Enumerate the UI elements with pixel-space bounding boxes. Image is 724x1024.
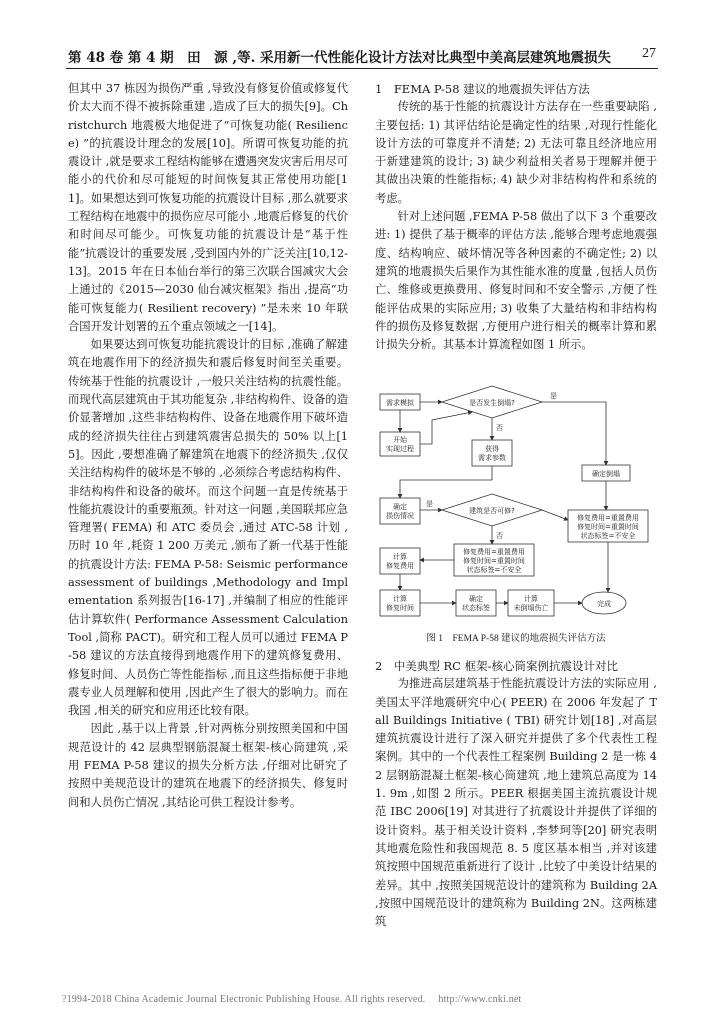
figure-caption: 图 1 FEMA P-58 建议的地震损失评估方法 xyxy=(426,634,606,644)
header-title: 第 48 卷 第 4 期 田 源 ,等. 采用新一代性能化设计方法对比典型中美高层建筑地震损失 xyxy=(68,50,611,66)
copyright-footer: ?1994-2018 China Academic Journal Electronic Publishing House. All rights reserved. http://www.cnki.net xyxy=(62,994,522,1005)
node-calc-uncollapse-label-1: 计算 xyxy=(524,595,538,603)
page-number: 27 xyxy=(642,46,656,61)
node-calc-repair-cost-label-2: 修复费用 xyxy=(386,562,414,570)
node-damage-state-label-2: 损伤情况 xyxy=(386,512,414,520)
paragraph: 因此 ,基于以上背景 ,针对两栋分别按照美国和中国规范设计的 42 层典型钢筋混凝土框架-核心筒建筑 ,采用 FEMA P-58 建议的损失分析方法 ,仔细对比研究了按照中美规范设计的建筑在地震下的经济损失、修复时间和人员伤亡情况 ,其结论可供工程设计参考。 xyxy=(68,722,348,809)
edge-label-no: 否 xyxy=(496,532,503,540)
node-confirm-tag-label-1: 确定 xyxy=(469,595,483,603)
edge xyxy=(420,412,472,444)
paragraph: 如果要达到可恢复功能抗震设计的目标 ,准确了解建筑在地震作用下的经济损失和震后修复时间至关重要。传统基于性能的抗震设计 ,一般只关注结构的抗震性能。而现代高层建筑由于其功能复杂 ,非结构构件、设备的造价显著增加 ,这些非结构构件、设备在地震作用下破坏造成的经济损失往往占到建筑震害总损失的 50% 以上[15]。因此 ,要想准确了解建筑在地震下的经济损失 ,仅仅关注结构构件的破坏是不够的 ,必须综合考虑结构构件、非结构构件和设备的破坏。而这个问题一直是传统基于性能抗震设计的重要瓶颈。针对这一问题 ,美国联邦应急管理署( FEMA) 和 ATC 委员会 ,通过 ATC-58 计划 ,历时 10 年 ,耗资 1 200 万美元 ,颁布了新一代基于性能的抗震设计方法: FEMA P-58: Seismic performance assessment of buildings ,Methodology and Implementation 系列报告[16-17] ,并编制了相应的性能评估计算软件( Performance Assessment Calculation Tool ,简称 PACT)。研究和工程人员可以通过 FEMA P-58 建议的方法直接得到地震作用下的建筑修复费用、修复时间、人员伤亡等性能指标 ,而且这些指标便于非地震专业人员理解和使用 ,因此产生了很大的影响力。而在我国 ,相关的研究和应用还比较有限。 xyxy=(68,338,348,718)
node-calc-repair-time-label-1: 计算 xyxy=(393,595,407,603)
edge-label-yes: 是 xyxy=(550,392,557,400)
node-start-sim-label-1: 开始 xyxy=(393,436,407,444)
paragraph: 针对上述问题 ,FEMA P-58 做出了以下 3 个重要改进: 1) 提供了基于概率的评估方法 ,能够合理考虑地震强度、结构响应、破坏情况等各种因素的不确定性; 2) 以建筑的地震损失后果作为其性能水准的度量 ,包括人员伤亡、维修或更换费用、修复时间和不安全警示 ,方便了性能评估成果的实际应用; 3) 收集了大量结构和非结构构件的损伤及修复数据 ,方便用户进行相关的概率计算和累计损失分析。其基本计算流程如图 1 所示。 xyxy=(375,210,657,352)
edge-label-yes: 是 xyxy=(426,500,433,508)
section-heading: 1 FEMA P-58 建议的地震损失评估方法 xyxy=(375,82,590,96)
node-calc-uncollapse xyxy=(508,590,554,616)
edge xyxy=(400,466,492,498)
right-column-bottom xyxy=(375,657,657,931)
node-calc-repair-cost-label-1: 计算 xyxy=(393,553,407,561)
node-confirm-tag-label-2: 状态标签 xyxy=(462,604,490,612)
node-get-demand-label-2: 需求参数 xyxy=(478,454,506,462)
node-get-demand xyxy=(472,440,512,466)
node-done-label: 完成 xyxy=(597,600,611,608)
running-header xyxy=(68,46,656,66)
edge xyxy=(542,510,568,520)
node-damage-state-label-1: 确定 xyxy=(393,503,407,511)
node-cost-time-b-label-2: 修复时间=重置时间 xyxy=(463,557,525,565)
node-cost-time-b-label-1: 修复费用=重置费用 xyxy=(463,548,525,556)
node-cost-time-a-label-2: 修复时间=重置时间 xyxy=(577,523,639,531)
node-get-demand-label-1: 获得 xyxy=(485,445,499,453)
paragraph: 为推进高层建筑基于性能抗震设计方法的实际应用 ,美国太平洋地震研究中心( PEER) 在 2006 年发起了 Tall Buildings Initiative ( TBI) 研究计划[18] ,对高层建筑抗震设计进行了深入研究并提供了多个代表性工程案例。其中的一个代表性工程案例 Building 2 是一栋 42 层钢筋混凝土框架-核心筒建筑 ,地上建筑总高度为 141. 9m ,如图 2 所示。PEER 根据美国主流抗震设计规范 IBC 2006[19] 对其进行了抗震设计并提供了详细的设计资料。基于相关设计资料 ,李梦珂等[20] 研究表明其地震危险性和我国规范 8. 5 度区基本相当 ,并对该建筑按照中国规范重新进行了设计 ,比较了中美设计结果的差异。其中 ,按照美国规范设计的建筑称为 Building 2A ,按照中国规范设计的建筑称为 Building 2N。这两栋建筑 xyxy=(375,677,657,929)
header-rule xyxy=(66,68,658,69)
right-column-top xyxy=(375,80,657,354)
node-calc-uncollapse-label-2: 未倒塌伤亡 xyxy=(513,604,549,612)
node-demand-model-label: 需求模拟 xyxy=(386,399,414,407)
node-damage-state xyxy=(380,498,420,524)
node-cost-time-a-label-3: 状态标签=不安全 xyxy=(580,532,636,540)
node-repairable-decision-label: 建筑是否可修? xyxy=(469,507,515,515)
edge-label-no: 否 xyxy=(496,424,503,432)
paragraph: 但其中 37 栋因为损伤严重 ,导致没有修复价值或修复代价太大而不得不被拆除重建 ,造成了巨大的损失[9]。Christchurch 地震极大地促进了“可恢复功能( Resilience) ”的抗震设计理念的发展[10]。所谓可恢复功能的抗震设计 ,就是要求工程结构能够在遭遇突发灾害后用尽可能小的代价和尽可能短的时间恢复其正常使用功能[11]。如果想达到可恢复功能的抗震设计目标 ,那么就要求工程结构在地震中的损伤应尽可能小 ,地震后修复的代价和时间尽可能少。可恢复功能的抗震设计是“基于性能”抗震设计的重要发展 ,受到国内外的广泛关注[10,12-13]。2015 年在日本仙台举行的第三次联合国减灾大会上通过的《2015—2030 仙台减灾框架》指出 ,提高“功能可恢复能力( Resilient recovery) ”是未来 10 年联合国开发计划署的五个重点领域之一[14]。 xyxy=(68,82,348,333)
flowchart xyxy=(372,380,660,620)
node-calc-repair-time-label-2: 修复时间 xyxy=(386,604,414,612)
node-calc-repair-time xyxy=(380,590,420,616)
node-cost-time-b-label-3: 状态标签=不安全 xyxy=(466,566,522,574)
node-start-sim-label-2: 实现过程 xyxy=(386,445,414,453)
node-calc-repair-cost xyxy=(380,548,420,574)
section-heading: 2 中美典型 RC 框架-核心筒案例抗震设计对比 xyxy=(375,659,618,673)
paragraph: 传统的基于性能的抗震设计方法存在一些重要缺陷 ,主要包括: 1) 其评估结论是确定性的结果 ,对现行性能化设计方法的可靠度并不清楚; 2) 无法可靠且经济地应用于新建建筑的设计; 3) 缺少利益相关者易于理解并便于其做出决策的性能指标; 4) 缺少对非结构构件和系统的考虑。 xyxy=(375,100,657,205)
edge xyxy=(542,402,606,465)
node-collapse-confirm-label: 确定倒塌 xyxy=(592,470,620,478)
left-column xyxy=(68,80,348,812)
node-confirm-tag xyxy=(456,590,496,616)
node-cost-time-a-label-1: 修复费用=重置费用 xyxy=(577,514,639,522)
flowchart-figure xyxy=(372,380,660,620)
node-collapse-decision-label: 是否发生倒塌? xyxy=(469,399,515,407)
